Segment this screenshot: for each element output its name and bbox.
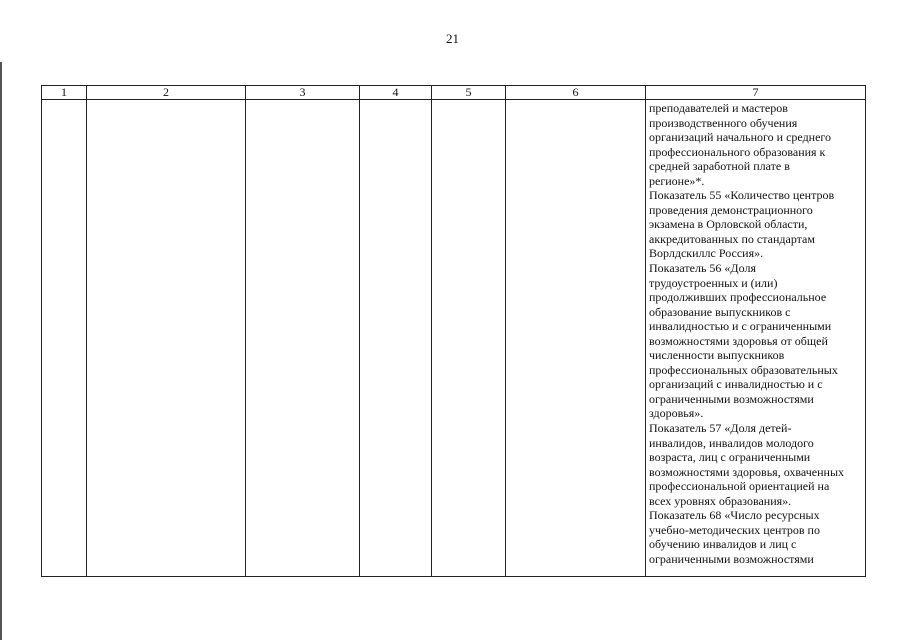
text-line: ограниченными возможностями xyxy=(649,391,814,406)
column-header-3: 3 xyxy=(246,86,360,100)
text-line: преподавателей и мастеров xyxy=(649,101,788,115)
text-line: профессиональной ориентацией на xyxy=(649,479,830,494)
text-line: проведения демонстрационного xyxy=(649,202,813,217)
text-line: продолживших профессиональное xyxy=(649,290,827,305)
column-header-7: 7 xyxy=(646,86,866,100)
indicator-text-block xyxy=(649,101,865,567)
cell-col5 xyxy=(432,100,506,577)
text-line: возможностями здоровья от общей xyxy=(649,333,828,348)
text-line: численности выпускников xyxy=(649,348,785,363)
text-line: Показатель 68 «Число ресурсных xyxy=(649,508,820,523)
cell-col6 xyxy=(506,100,646,577)
text-line: профессиональных образовательных xyxy=(649,362,838,377)
text-line: регионе»*. xyxy=(649,173,705,188)
scan-left-edge xyxy=(0,62,2,640)
column-header-5: 5 xyxy=(432,86,506,100)
text-line: Показатель 56 «Доля xyxy=(649,261,756,276)
text-line: трудоустроенных и (или) xyxy=(649,275,778,290)
cell-col1 xyxy=(42,100,87,577)
text-line: возможностями здоровья, охваченных xyxy=(649,464,845,479)
cell-col4 xyxy=(360,100,432,577)
text-line: обучению инвалидов и лиц с xyxy=(649,537,797,552)
column-header-4: 4 xyxy=(360,86,432,100)
text-line: здоровья». xyxy=(649,406,704,421)
text-line: производственного обучения xyxy=(649,115,798,130)
text-line: учебно-методических центров по xyxy=(649,522,820,537)
text-line: Показатель 55 «Количество центров xyxy=(649,188,835,203)
text-line: аккредитованных по стандартам xyxy=(649,231,815,246)
column-number-row xyxy=(42,86,866,100)
text-line: возраста, лиц с ограниченными xyxy=(649,450,811,465)
text-line: Показатель 57 «Доля детей- xyxy=(649,421,792,436)
text-line: средней заработной плате в xyxy=(649,159,790,174)
column-header-1: 1 xyxy=(42,86,87,100)
document-table xyxy=(41,85,866,577)
cell-col7-text xyxy=(646,100,866,577)
text-line: профессионального образования к xyxy=(649,144,826,159)
table-row xyxy=(42,100,866,577)
text-line: организаций с инвалидностью и с xyxy=(649,377,823,392)
column-header-6: 6 xyxy=(506,86,646,100)
text-line: ограниченными возможностями xyxy=(649,551,814,566)
page-number: 21 xyxy=(446,31,459,46)
text-line: инвалидов, инвалидов молодого xyxy=(649,435,814,450)
text-line: Ворлдскиллс Россия». xyxy=(649,246,764,261)
text-line: всех уровнях образования». xyxy=(649,493,792,508)
text-line: организаций начального и среднего xyxy=(649,130,832,145)
text-line: инвалидностью и с ограниченными xyxy=(649,319,832,334)
text-line: экзамена в Орловской области, xyxy=(649,217,808,232)
text-line: образование выпускников с xyxy=(649,304,791,319)
cell-col2 xyxy=(87,100,246,577)
column-header-2: 2 xyxy=(87,86,246,100)
cell-col3 xyxy=(246,100,360,577)
